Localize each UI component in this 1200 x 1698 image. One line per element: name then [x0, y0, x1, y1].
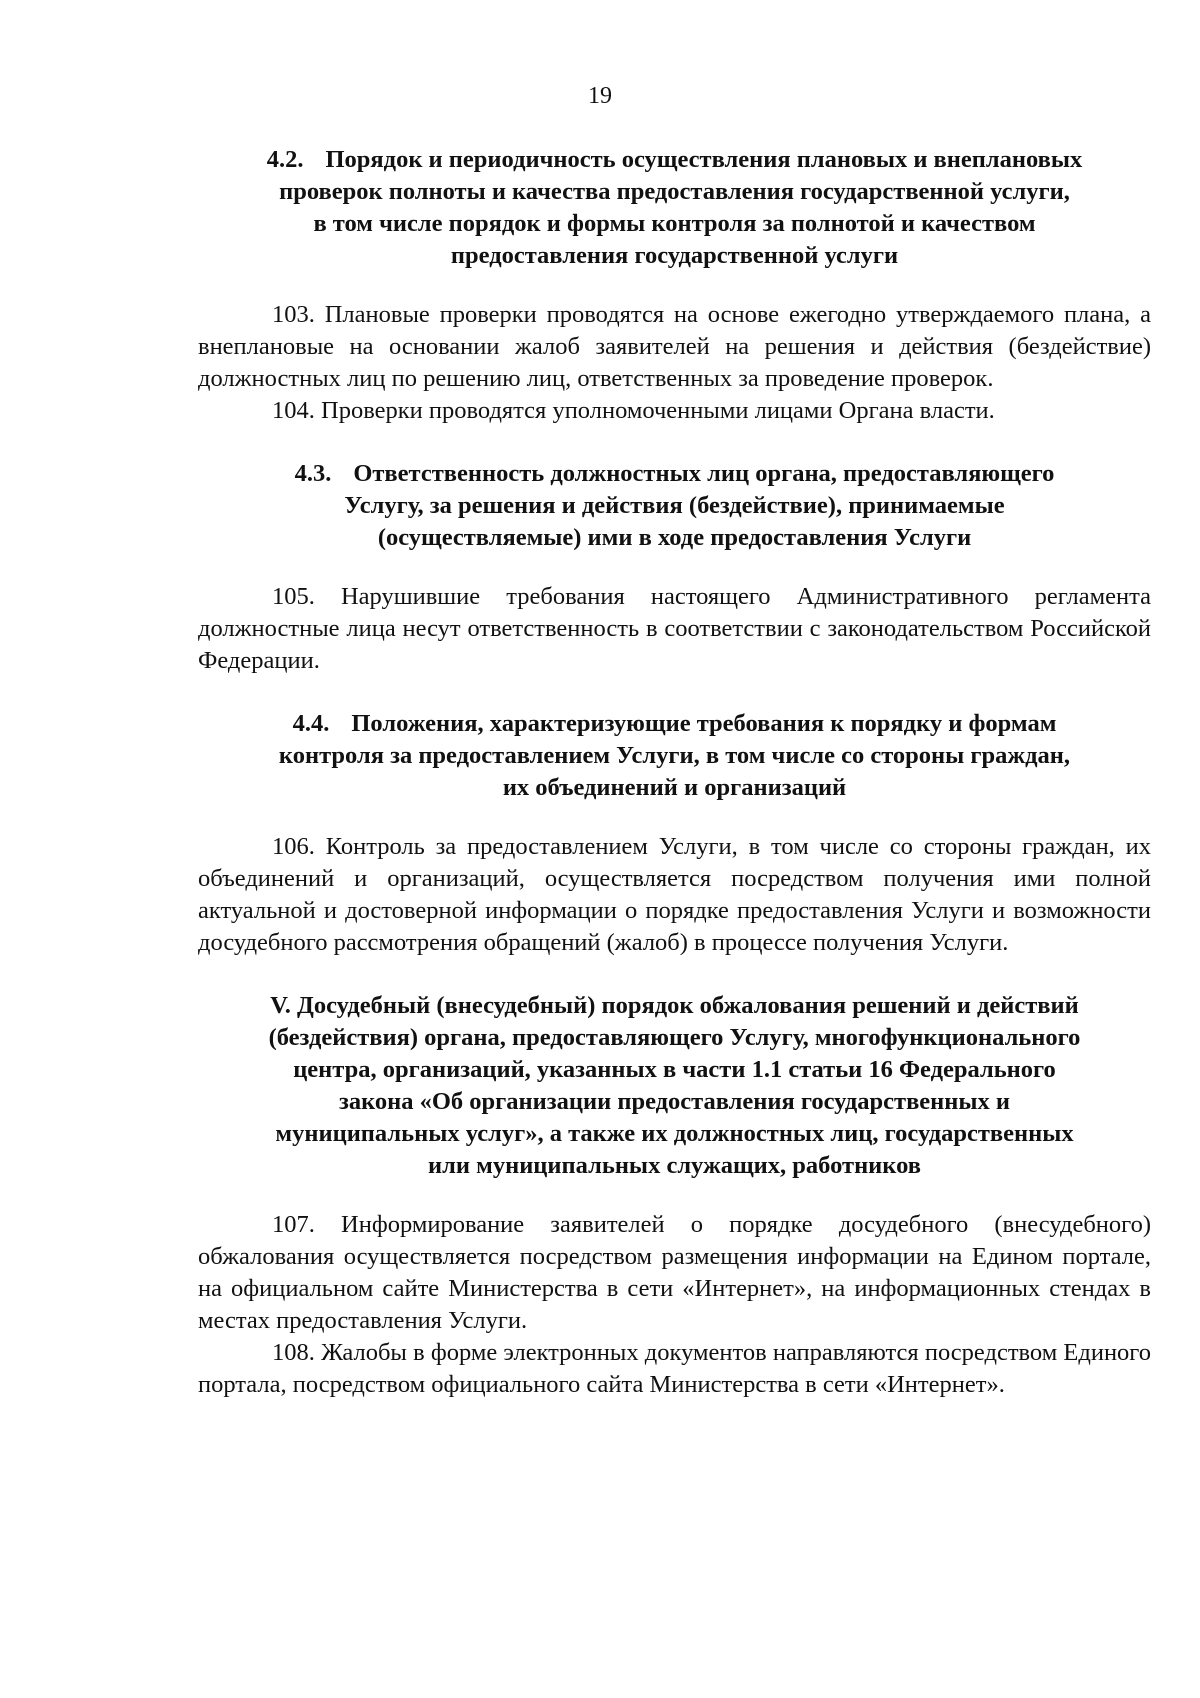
heading-line: в том числе порядок и формы контроля за полнотой и качеством: [313, 210, 1036, 237]
heading-line: муниципальных услуг», а также их должностных лиц, государственных: [275, 1120, 1074, 1147]
heading-line: контроля за предоставлением Услуги, в том числе со стороны граждан,: [278, 742, 1071, 769]
heading-line: Порядок и периодичность осуществления плановых и внеплановых: [325, 146, 1083, 173]
section-number: 4.3.: [294, 460, 332, 487]
heading-line: или муниципальных служащих, работников: [428, 1152, 921, 1179]
paragraph-107: 107. Информирование заявителей о порядке досудебного (внесудебного) обжалования осуществляется посредством размещения информации на Едином портале, на официальном сайте Министерства в сети «Интернет», на информационных стендах в местах предоставления Услуги.: [198, 1211, 1151, 1334]
paragraph-108: 108. Жалобы в форме электронных документов направляются посредством Единого портала, посредством официального сайта Министерства в сети «Интернет».: [198, 1339, 1151, 1398]
heading-line: Услугу, за решения и действия (бездействие), принимаемые: [344, 492, 1005, 519]
paragraph-106: 106. Контроль за предоставлением Услуги, в том числе со стороны граждан, их объединений и организаций, осуществляется посредством получения ими полной актуальной и достоверной информации о порядке предоставления Услуги и возможности досудебного рассмотрения обращений (жалоб) в процессе получения Услуги.: [198, 833, 1151, 956]
heading-line: Ответственность должностных лиц органа, предоставляющего: [353, 460, 1055, 487]
heading-line: (бездействия) органа, предоставляющего Услугу, многофункционального: [268, 1024, 1081, 1051]
document-body: [198, 144, 1151, 1401]
heading-line: V. Досудебный (внесудебный) порядок обжалования решений и действий: [270, 992, 1079, 1019]
heading-line: центра, организаций, указанных в части 1.1 статьи 16 Федерального: [293, 1056, 1056, 1083]
paragraph-103: 103. Плановые проверки проводятся на основе ежегодно утверждаемого плана, а внеплановые на основании жалоб заявителей на решения и действия (бездействие) должностных лиц по решению лиц, ответственных за проведение проверок.: [198, 301, 1151, 392]
section-heading: [198, 144, 1151, 272]
heading-line: (осуществляемые) ими в ходе предоставления Услуги: [377, 524, 972, 551]
paragraph-105: 105. Нарушившие требования настоящего Административного регламента должностные лица несут ответственность в соответствии с законодательством Российской Федерации.: [198, 583, 1151, 674]
heading-line: предоставления государственной услуги: [450, 242, 899, 269]
heading-line: Положения, характеризующие требования к порядку и формам: [351, 710, 1057, 737]
heading-line: проверок полноты и качества предоставления государственной услуги,: [279, 178, 1070, 205]
heading-line: закона «Об организации предоставления государственных и: [338, 1088, 1011, 1115]
section-v: [198, 990, 1151, 1401]
section-heading: [198, 708, 1151, 804]
section-heading: [198, 458, 1151, 554]
heading-line: их объединений и организаций: [502, 774, 847, 801]
section-4-3: [198, 458, 1151, 677]
section-number: 4.4.: [292, 710, 330, 737]
section-4-2: [198, 144, 1151, 427]
page-number: 19: [588, 83, 612, 109]
section-number: 4.2.: [266, 146, 304, 173]
paragraph-104: 104. Проверки проводятся уполномоченными лицами Органа власти.: [272, 397, 995, 424]
section-4-4: [198, 708, 1151, 959]
section-heading: [198, 990, 1151, 1182]
